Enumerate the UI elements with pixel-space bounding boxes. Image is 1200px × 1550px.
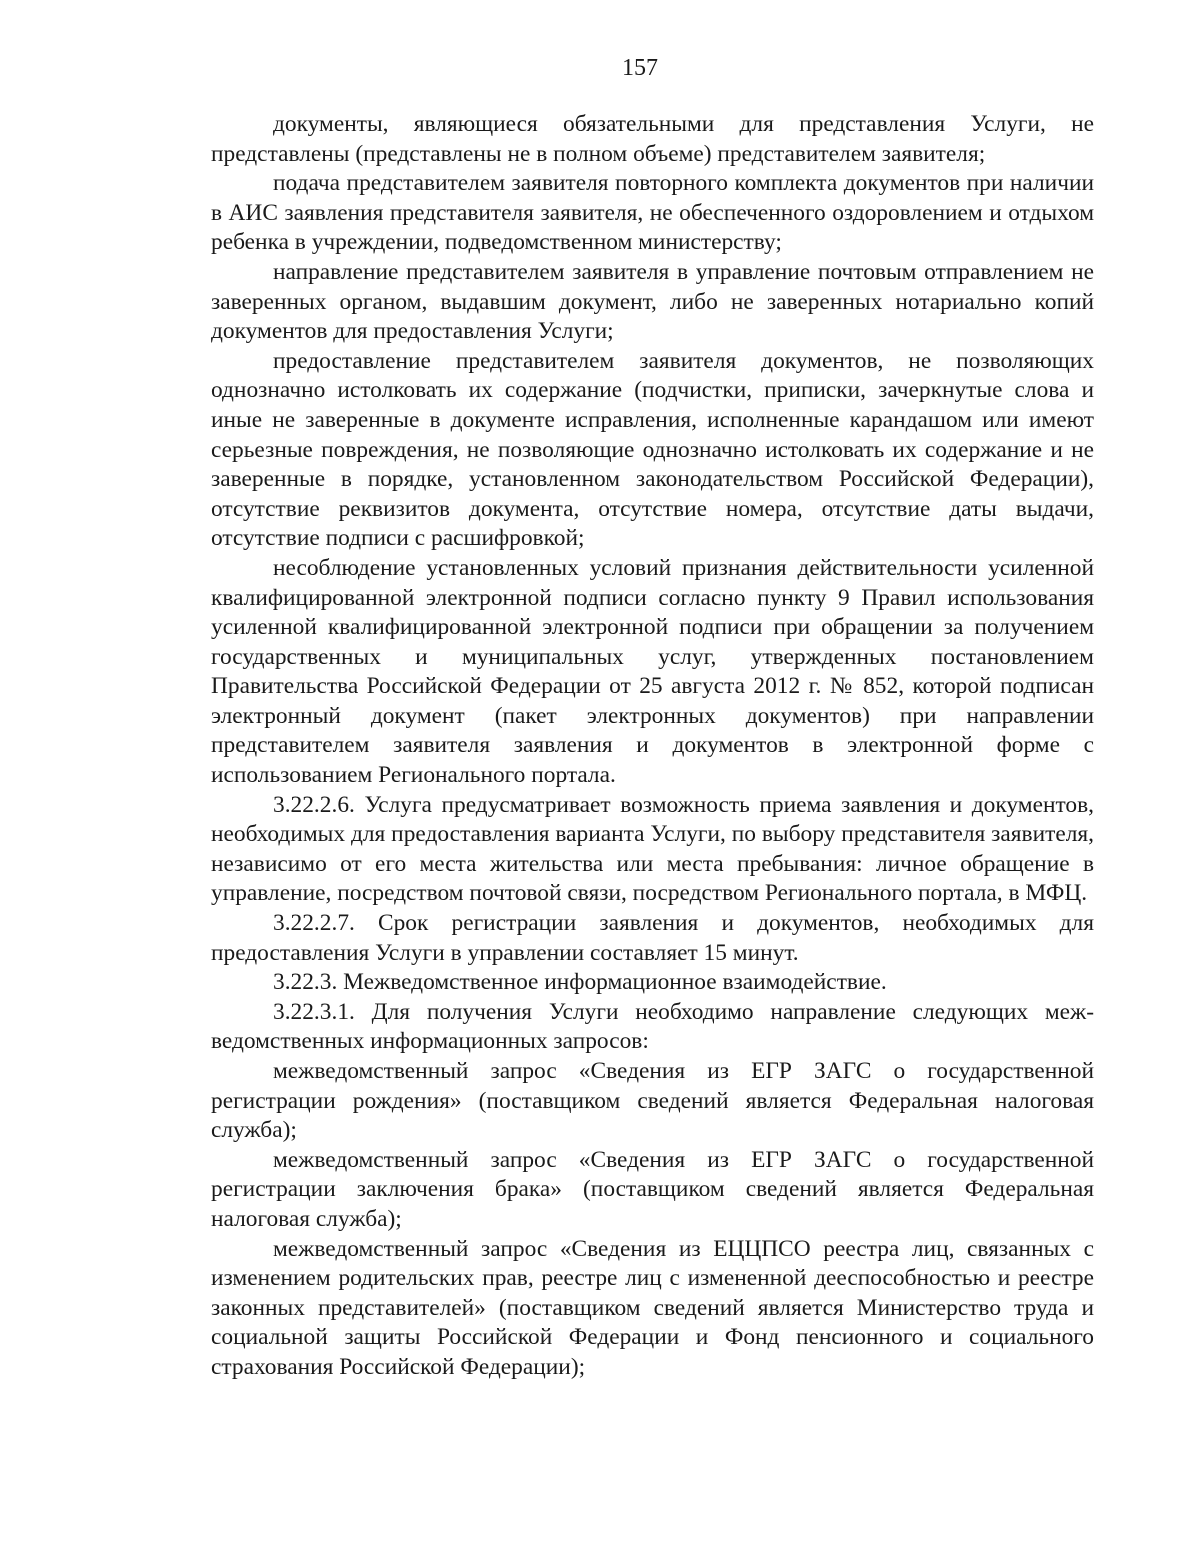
paragraph-3-22-3-1: 3.22.3.1. Для получения Услуги необходимо направление следующих межведомственных информационных запросов: (211, 998, 1094, 1055)
paragraph-3-22-2-7: 3.22.2.7. Срок регистрации заявления и документов, необходимых для предоставления Услуги в управлении составляет 15 минут. (211, 910, 1094, 966)
paragraph-request-birth-registration: межведомственный запрос «Сведения из ЕГР ЗАГС о государственной регистрации рождения» (поставщиком сведений является Федеральная налоговая служба); (211, 1058, 1094, 1144)
paragraph-missing-documents: документы, являющиеся обязательными для представления Услуги, не представлены (представлены не в полном объеме) представителем заявителя; (211, 111, 1094, 167)
paragraph-ambiguous-documents: предоставление представителем заявителя документов, не позволяющих однозначно истолковать их содержание (подчистки, приписки, зачеркнутые слова и иные не заверенные в документе исправления, исполненные карандашом или имеют серьезные повреждения, не позволяющие однозначно истолковать их содержание и не заверенные в порядке, установленном законодательством Российской Федерации), отсутствие реквизитов документа, отсутствие номера, отсутствие даты выдачи, отсутствие подписи с расшифровкой; (211, 347, 1094, 552)
paragraph-uncertified-copies: направление представителем заявителя в управление почтовым отправлением не заверенных органом, выдавшим документ, либо не заверенных нотариально копий документов для предоставления Услуги; (211, 258, 1094, 345)
paragraph-request-marriage-registration: межведомственный запрос «Сведения из ЕГР ЗАГС о государственной регистрации заключения брака» (поставщиком сведений является Федеральная налоговая служба); (211, 1146, 1094, 1232)
paragraph-request-parental-rights-registry: межведомственный запрос «Сведения из ЕЦЦПСО реестра лиц, связанных с изменением родительских прав, реестре лиц с измененной дееспособностью и реестре законных представителей» (поставщиком сведений является Министерство труда и социальной защиты Российской Федерации и Фонд пенсионного и социального страхования Российской Федерации); (211, 1235, 1094, 1380)
paragraph-3-22-2-6: 3.22.2.6. Услуга предусматривает возможность приема заявления и документов, необходимых для предоставления варианта Услуги, по выбору представителя заявителя, независимо от его места жительства или места пребывания: личное обращение в управление, посредством почтовой связи, посредством Регионального портала, в МФЦ. (211, 791, 1094, 907)
paragraph-repeat-submission: подача представителем заявителя повторного комплекта документов при наличии в АИС заявления представителя заявителя, не обеспеченного оздоровлением и отдыхом ребенка в учреждении, подведомственном министерству; (211, 170, 1094, 256)
page-number: 157 (622, 55, 658, 81)
document-body (211, 110, 1094, 1383)
paragraph-3-22-3: 3.22.3. Межведомственное информационное взаимодействие. (273, 969, 887, 996)
paragraph-electronic-signature: несоблюдение установленных условий признания действительности усиленной квалифицированной электронной подписи согласно пункту 9 Правил использования усиленной квалифицированной электронной подписи при обращении за получением государственных и муниципальных услуг, утвержденных постановлением Правительства Российской Федерации от 25 августа 2012 г. № 852, которой подписан электронный документ (пакет электронных документов) при направлении представителем заявителя заявления и документов в электронной форме с использованием Регионального портала. (211, 554, 1094, 789)
